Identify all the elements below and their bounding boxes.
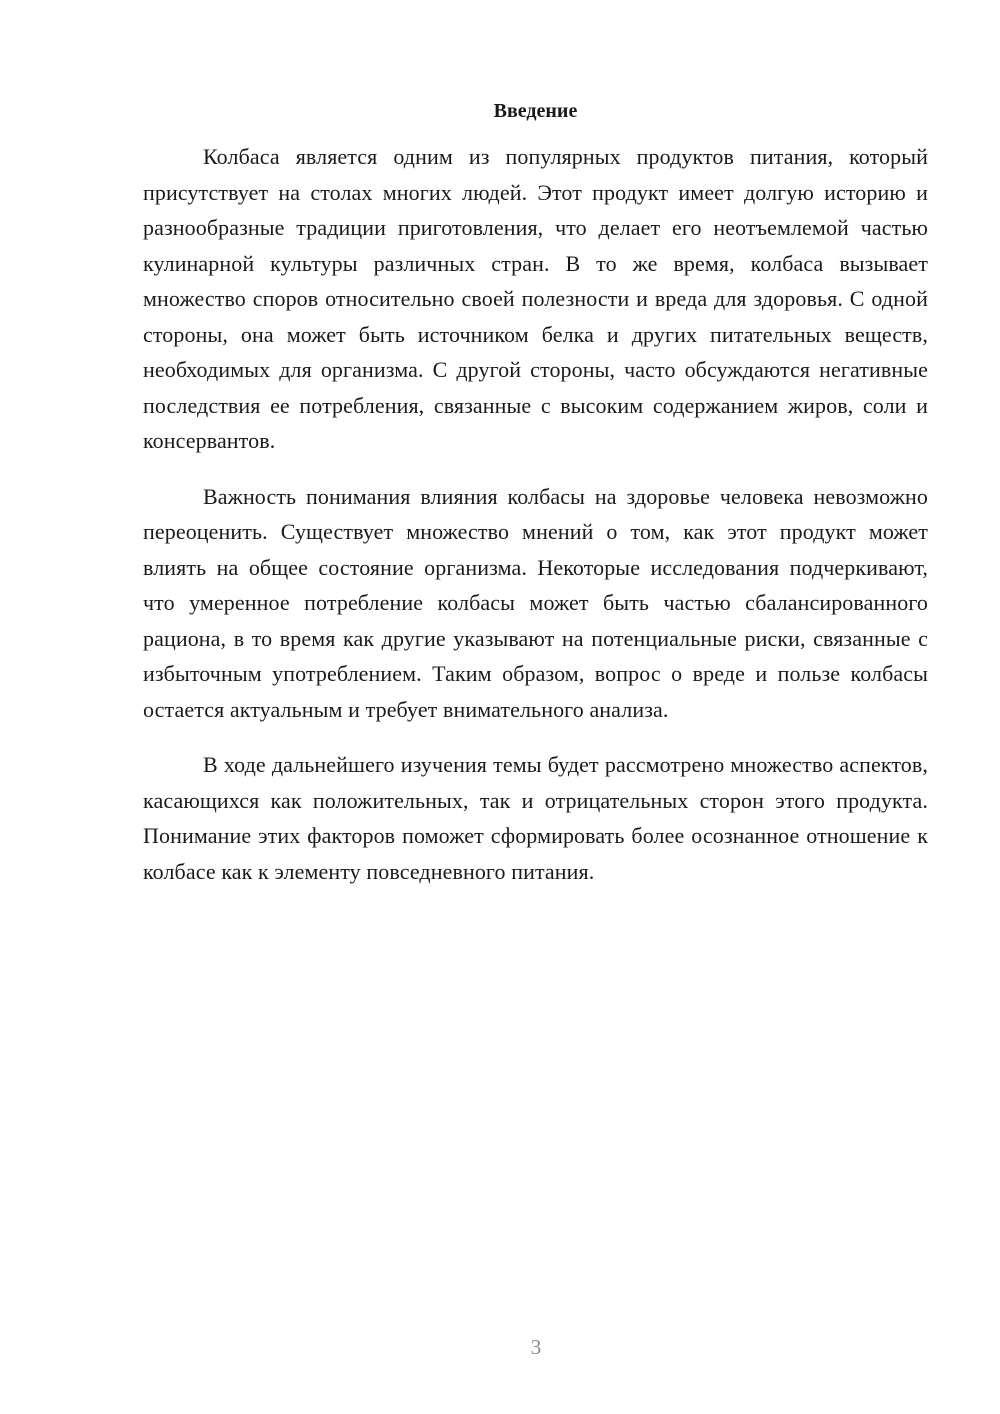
section-heading: Введение [493, 100, 578, 122]
paragraph-further-study: В ходе дальнейшего изучения темы будет рассмотрено множество аспектов, касающихся как положительных, так и отрицательных сторон этого продукта. Понимание этих факторов поможет сформировать более осознанное отношение к колбасе как к элементу повседневного питания. [143, 752, 928, 884]
page-number: 3 [530, 1335, 542, 1359]
page-content [143, 94, 928, 889]
paragraph-importance: Важность понимания влияния колбасы на здоровье человека невозможно переоценить. Существует множество мнений о том, как этот продукт может влиять на общее состояние организма. Некоторые исследования подчеркивают, что умеренное потребление колбасы может быть частью сбалансированного рациона, в то время как другие указывают на потенциальные риски, связанные с избыточным употреблением. Таким образом, вопрос о вреде и пользе колбасы остается актуальным и требует внимательного анализа. [143, 483, 928, 722]
paragraph-intro: Колбаса является одним из популярных продуктов питания, который присутствует на столах многих людей. Этот продукт имеет долгую историю и разнообразные традиции приготовления, что делает его неотъемлемой частью кулинарной культуры различных стран. В то же время, колбаса вызывает множество споров относительно своей полезности и вреда для здоровья. С одной стороны, она может быть источником белка и других питательных веществ, необходимых для организма. С другой стороны, часто обсуждаются негативные последствия ее потребления, связанные с высоким содержанием жиров, соли и консервантов. [143, 144, 928, 453]
